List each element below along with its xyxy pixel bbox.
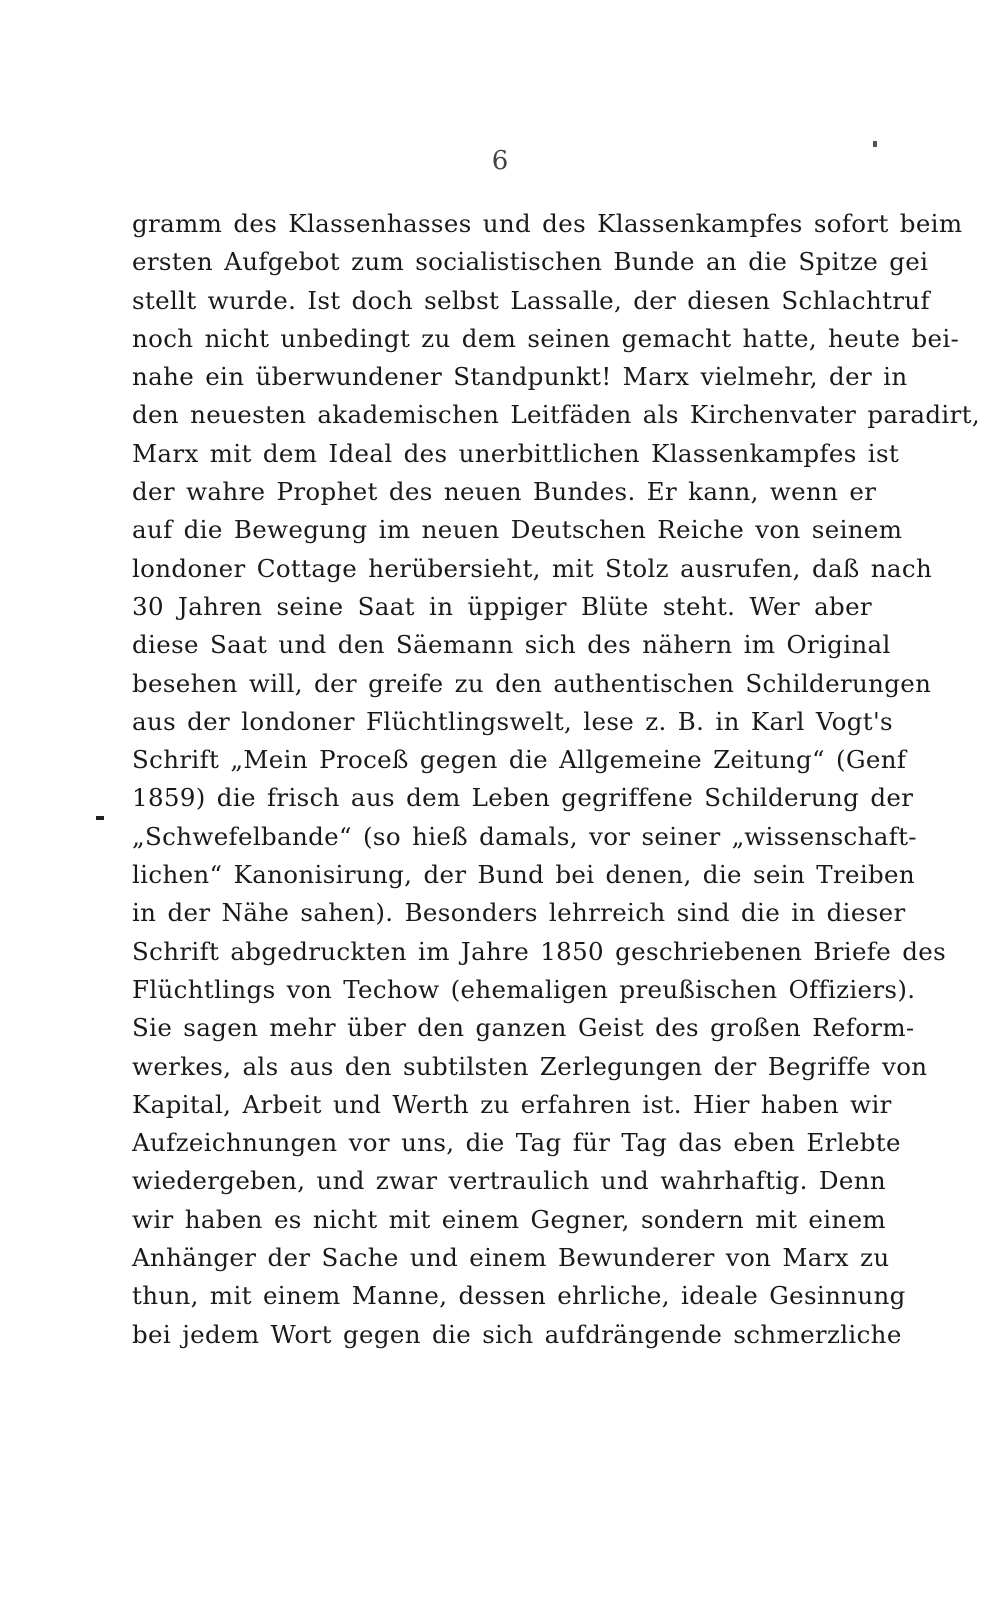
text-line: Kapital, Arbeit und Werth zu erfahren ist. Hier haben wir xyxy=(132,1089,892,1119)
text-line: ersten Aufgebot zum socialistischen Bunde an die Spitze gei xyxy=(132,247,929,277)
text-line: gramm des Klassenhasses und des Klassenkampfes sofort beim xyxy=(132,209,963,238)
print-speck xyxy=(873,141,877,147)
text-line: bei jedem Wort gegen die sich aufdrängende schmerzliche xyxy=(132,1319,902,1349)
text-line: 1859) die frisch aus dem Leben gegriffene Schilderung der xyxy=(132,783,914,813)
text-line: den neuesten akademischen Leitfäden als Kirchenvater paradirt, xyxy=(132,400,981,430)
text-line: Flüchtlings von Techow (ehemaligen preußischen Offiziers). xyxy=(132,974,916,1004)
text-line: werkes, als aus den subtilsten Zerlegungen der Begriffe von xyxy=(132,1051,928,1081)
text-line: Marx mit dem Ideal des unerbittlichen Klassenkampfes ist xyxy=(132,438,900,468)
text-line: thun, mit einem Manne, dessen ehrliche, ideale Gesinnung xyxy=(132,1281,906,1311)
text-line: stellt wurde. Ist doch selbst Lassalle, der diesen Schlachtruf xyxy=(132,285,930,315)
text-line: wir haben es nicht mit einem Gegner, sondern mit einem xyxy=(132,1204,887,1234)
text-line: Aufzeichnungen vor uns, die Tag für Tag das eben Erlebte xyxy=(132,1128,901,1158)
text-line: Sie sagen mehr über den ganzen Geist des großen Reform- xyxy=(132,1013,915,1043)
text-line: diese Saat und den Säemann sich des nähern im Original xyxy=(132,630,891,660)
text-line: Schrift abgedruckten im Jahre 1850 geschriebenen Briefe des xyxy=(132,936,946,966)
text-line: „Schwefelbande“ (so hieß damals, vor seiner „wissenschaft- xyxy=(132,821,917,851)
body-text xyxy=(132,205,981,1354)
text-line: londoner Cottage herübersieht, mit Stolz ausrufen, daß nach xyxy=(132,553,933,583)
page-number: 6 xyxy=(491,146,509,176)
text-line: 30 Jahren seine Saat in üppiger Blüte steht. Wer aber xyxy=(132,591,872,621)
text-line: wiedergeben, und zwar vertraulich und wahrhaftig. Denn xyxy=(132,1166,886,1196)
text-line: Schrift „Mein Proceß gegen die Allgemeine Zeitung“ (Genf xyxy=(132,745,907,775)
text-line: aus der londoner Flüchtlingswelt, lese z. B. in Karl Vogt's xyxy=(132,706,893,736)
text-line: der wahre Prophet des neuen Bundes. Er kann, wenn er xyxy=(132,477,877,507)
text-line: Anhänger der Sache und einem Bewunderer von Marx zu xyxy=(132,1243,890,1273)
text-line: lichen“ Kanonisirung, der Bund bei denen, die sein Treiben xyxy=(132,860,916,890)
text-line: auf die Bewegung im neuen Deutschen Reiche von seinem xyxy=(132,515,903,545)
text-line: nahe ein überwundener Standpunkt! Marx vielmehr, der in xyxy=(132,362,908,392)
text-line: noch nicht unbedingt zu dem seinen gemacht hatte, heute bei- xyxy=(132,323,960,353)
text-line: in der Nähe sahen). Besonders lehrreich sind die in dieser xyxy=(132,898,906,928)
text-line: besehen will, der greife zu den authentischen Schilderungen xyxy=(132,668,932,698)
margin-mark xyxy=(96,816,104,820)
